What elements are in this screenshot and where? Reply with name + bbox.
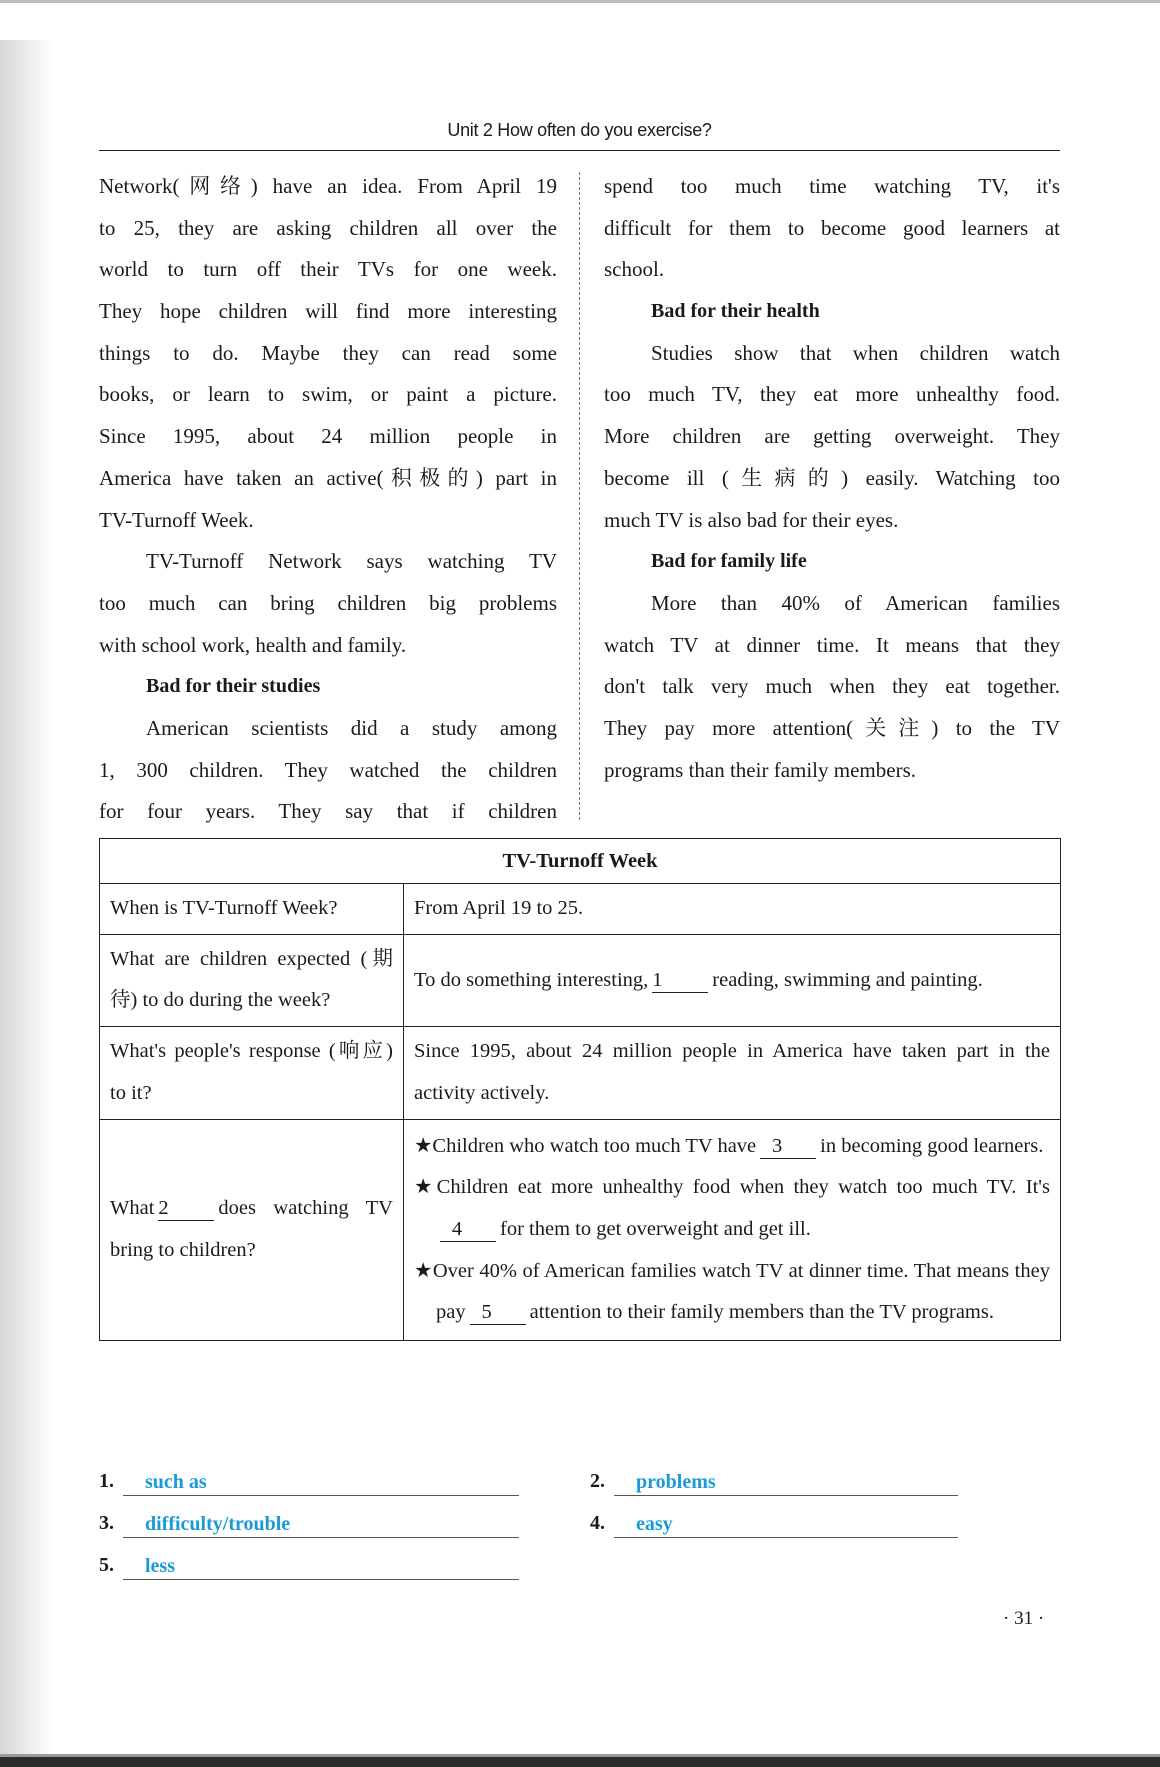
star-icon: ★ [414,1134,433,1157]
item-text: Children eat more unhealthy food when they watch too much TV. It's [436,1176,1050,1199]
text-line: TV-Turnoff Network says watching TV [146,549,557,574]
header-rule [99,150,1060,151]
question-cell [100,1119,404,1341]
text-line: They hope children will find more interesting [99,299,557,324]
text-line: programs than their family members. [604,757,916,782]
star-icon: ★ [414,1176,437,1199]
right-column [604,166,1060,791]
question-cell: What are children expected (期待) to do during the week? [100,934,404,1026]
column-divider [579,172,580,820]
item-text: Children who watch too much TV have [432,1134,757,1157]
text-line: American scientists did a study among [146,715,557,740]
text-line: America have taken an active(积极的) part in [99,465,557,490]
blank-5: 5 [470,1300,526,1325]
text-line: too much can bring children big problems [99,590,557,615]
text-line: They pay more attention(关注) to the TV [604,715,1060,740]
bullet-item [414,1251,1050,1334]
item-text: for them to get overweight and get ill. [500,1217,811,1240]
text-line: with school work, health and family. [99,632,407,657]
item-text: in becoming good learners. [820,1134,1044,1157]
answer-line[interactable]: difficulty/trouble [123,1512,519,1538]
answer-line[interactable]: such as [123,1470,519,1496]
text-line: much TV is also bad for their eyes. [604,507,899,532]
section-heading: Bad for family life [651,550,807,573]
page-number: · 31 · [1003,1608,1045,1629]
text-line: TV-Turnoff Week. [99,507,254,532]
text-line: too much TV, they eat more unhealthy food. [604,382,1060,407]
answer-number: 4. [590,1512,605,1534]
answer-cell: Since 1995, about 24 million people in America have taken part in the activity actively. [404,1027,1061,1119]
question-cell: When is TV-Turnoff Week? [100,884,404,935]
text-line: books, or learn to swim, or paint a picture. [99,382,557,407]
blank-4: 4 [440,1217,496,1242]
left-column [99,166,557,833]
question-text: does watching TV bring to children? [110,1197,393,1261]
star-icon: ★ [414,1259,433,1282]
question-text: What [110,1197,155,1220]
section-heading: Bad for their studies [146,675,321,698]
text-line: More than 40% of American families [651,590,1060,615]
page-spine-shadow [0,40,52,1755]
running-header: Unit 2 How often do you exercise? [447,120,712,140]
answer-line[interactable]: less [123,1554,519,1580]
bottom-edge [0,1754,1160,1767]
table-row [100,934,1061,1026]
text-line: school. [604,257,665,282]
answer-number: 1. [99,1470,114,1492]
bullet-item [414,1167,1050,1250]
answer-text: To do something interesting, [414,968,649,991]
text-line: Network(网络) have an idea. From April 19 [99,174,557,198]
blank-2: 2 [158,1196,214,1221]
text-line: 1, 300 children. They watched the children [99,757,557,782]
top-edge [0,0,1160,3]
summary-table [99,838,1061,1341]
section-heading: Bad for their health [651,300,820,323]
text-line: Studies show that when children watch [651,340,1060,365]
blank-3: 3 [760,1134,816,1159]
text-line: watch TV at dinner time. It means that they [604,632,1060,657]
text-line: Since 1995, about 24 million people in [99,424,557,449]
answer-line[interactable]: easy [614,1512,958,1538]
table-row [100,884,1061,935]
text-line: More children are getting overweight. They [604,424,1060,449]
text-line: spend too much time watching TV, it's [604,174,1060,198]
text-line: things to do. Maybe they can read some [99,340,557,365]
text-line: for four years. They say that if children [99,799,557,824]
answer-cell [404,1119,1061,1341]
bullet-item [414,1126,1050,1168]
answer-number: 2. [590,1470,605,1492]
answer-number: 5. [99,1554,114,1576]
answer-line[interactable]: problems [614,1470,958,1496]
table-row [100,1119,1061,1341]
answer-text: reading, swimming and painting. [712,968,983,991]
answer-cell [404,934,1061,1026]
text-line: become ill (生病的) easily. Watching too [604,465,1060,490]
table-row [100,1027,1061,1119]
text-line: to 25, they are asking children all over the [99,215,557,240]
item-text: Over 40% of American families watch TV at dinner time. That means they pay [432,1259,1050,1324]
blank-1: 1 [652,968,708,993]
text-line: world to turn off their TVs for one week. [99,257,557,282]
text-line: difficult for them to become good learners at [604,215,1060,240]
answer-cell: From April 19 to 25. [404,884,1061,935]
table-title: TV-Turnoff Week [100,839,1061,884]
item-text: attention to their family members than the TV programs. [529,1301,994,1324]
answer-number: 3. [99,1512,114,1534]
question-cell: What's people's response (响应) to it? [100,1027,404,1119]
text-line: don't talk very much when they eat together. [604,674,1060,699]
